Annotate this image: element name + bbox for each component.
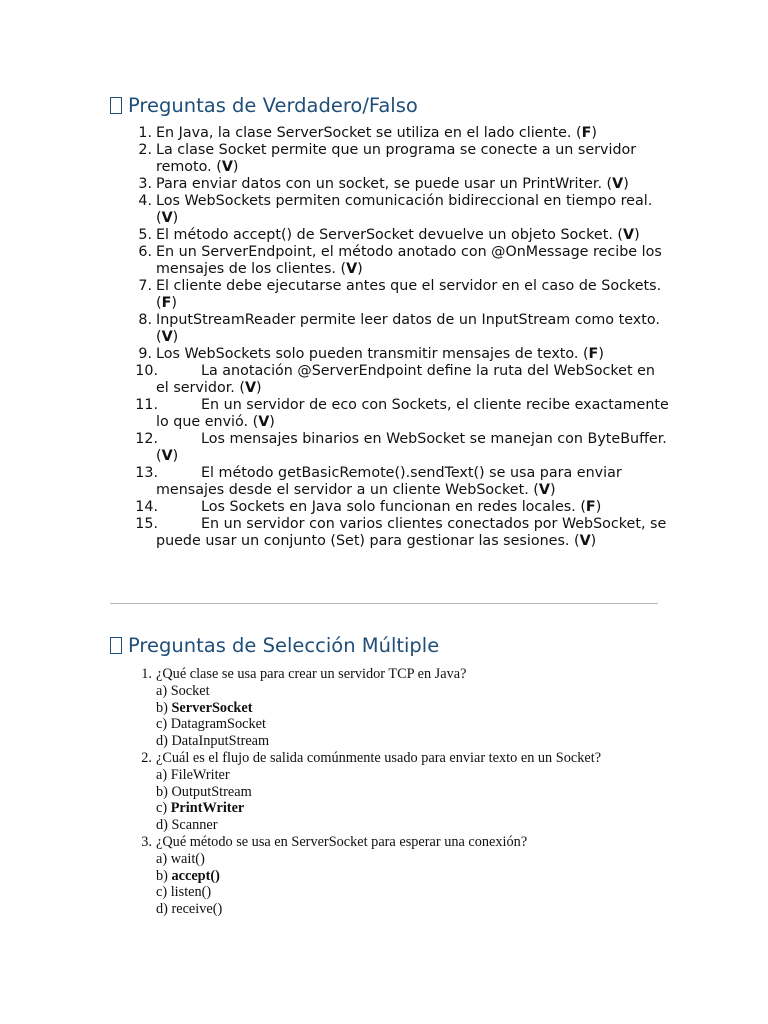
item-text — [156, 312, 670, 346]
checkbox-icon — [110, 97, 122, 114]
option-line — [156, 901, 670, 918]
question-number: 2. — [141, 749, 152, 766]
statement-text: El método getBasicRemote().sendText() se usa para enviar mensajes desde el servidor a un cliente WebSocket. ( — [156, 465, 622, 498]
list-item — [110, 278, 670, 312]
answer-badge: V — [579, 533, 591, 549]
item-number: 10. — [135, 363, 158, 379]
correct-option: accept() — [171, 867, 220, 884]
closing-paren: ) — [549, 482, 556, 498]
option-prefix: d) — [156, 901, 172, 918]
option-line — [156, 733, 670, 750]
statement-text: El método accept() de ServerSocket devuelve un objeto Socket. ( — [156, 227, 623, 243]
closing-paren: ) — [172, 329, 179, 345]
closing-paren: ) — [232, 159, 239, 175]
item-text — [156, 516, 670, 550]
item-number: 2. — [138, 142, 152, 158]
option-line — [156, 767, 670, 784]
option-line — [156, 683, 670, 700]
true-false-list — [110, 125, 670, 550]
item-number: 14. — [135, 499, 158, 515]
list-item — [110, 312, 670, 346]
question-body — [156, 750, 670, 834]
closing-paren: ) — [623, 176, 629, 192]
statement-text: La anotación @ServerEndpoint define la ruta del WebSocket en el servidor. ( — [156, 363, 655, 396]
answer-badge: V — [258, 414, 270, 430]
section-heading-multiple-choice — [110, 634, 439, 657]
statement-text: Para enviar datos con un socket, se puede usar un PrintWriter. ( — [156, 176, 613, 192]
statement-text: En un servidor con varios clientes conectados por WebSocket, se puede usar un conjunto (Set) para gestionar las sesiones. ( — [156, 516, 667, 549]
section-title: Preguntas de Verdadero/Falso — [128, 94, 418, 117]
option-line — [156, 700, 670, 717]
correct-option: PrintWriter — [170, 800, 245, 817]
option-prefix: c) — [156, 884, 171, 901]
item-number: 4. — [138, 193, 152, 209]
closing-paren: ) — [256, 380, 262, 396]
question-item — [110, 834, 670, 918]
list-item — [110, 176, 670, 193]
answer-badge: V — [221, 159, 233, 175]
option-prefix: d) — [156, 733, 172, 750]
list-item — [110, 516, 670, 550]
option-line — [156, 784, 670, 801]
option-prefix: b) — [156, 699, 172, 716]
answer-badge: F — [585, 499, 596, 515]
statement-text: Los Sockets en Java solo funcionan en redes locales. ( — [201, 499, 586, 515]
list-item — [110, 125, 670, 142]
item-number: 6. — [138, 244, 152, 260]
list-item — [110, 397, 670, 431]
item-text — [156, 363, 670, 397]
item-text — [156, 142, 670, 176]
list-item — [110, 346, 670, 363]
option-prefix: c) — [156, 716, 171, 733]
option-line — [156, 716, 670, 733]
closing-paren: ) — [591, 125, 597, 141]
option-text: wait() — [170, 850, 205, 867]
closing-paren: ) — [269, 414, 275, 430]
item-number: 1. — [138, 125, 152, 141]
list-item — [110, 142, 670, 176]
answer-badge: V — [612, 176, 624, 192]
statement-text: Los mensajes binarios en WebSocket se manejan con ByteBuffer. ( — [156, 431, 667, 464]
item-text — [156, 431, 670, 465]
item-text — [156, 193, 670, 227]
statement-text: La clase Socket permite que un programa se conecte a un servidor remoto. ( — [156, 142, 637, 175]
item-text — [156, 397, 670, 431]
item-number: 15. — [135, 516, 158, 532]
item-number: 13. — [135, 465, 158, 481]
list-item — [110, 244, 670, 278]
question-body — [156, 834, 670, 918]
question-item — [110, 750, 670, 834]
closing-paren: ) — [590, 533, 597, 549]
list-item — [110, 465, 670, 499]
list-item — [110, 363, 670, 397]
option-line — [156, 800, 670, 817]
statement-text: InputStreamReader permite leer datos de un InputStream como texto. ( — [156, 312, 660, 345]
question-body — [156, 666, 670, 750]
option-text: OutputStream — [171, 783, 252, 800]
option-text: Scanner — [171, 817, 218, 834]
checkbox-icon — [110, 637, 122, 654]
item-text — [156, 346, 670, 363]
item-text — [156, 176, 670, 193]
statement-text: En un servidor de eco con Sockets, el cliente recibe exactamente lo que envió. ( — [156, 397, 669, 430]
statement-text: En un ServerEndpoint, el método anotado con @OnMessage recibe los mensajes de los clientes. ( — [156, 244, 662, 277]
section-title: Preguntas de Selección Múltiple — [128, 634, 440, 657]
answer-badge: V — [538, 482, 550, 498]
item-number: 11. — [135, 397, 158, 413]
option-prefix: a) — [156, 850, 171, 867]
option-prefix: d) — [156, 817, 172, 834]
closing-paren: ) — [171, 295, 177, 311]
item-number: 5. — [138, 227, 152, 243]
closing-paren: ) — [634, 227, 640, 243]
answer-badge: V — [623, 227, 635, 243]
option-prefix: c) — [156, 800, 171, 817]
option-text: FileWriter — [170, 766, 230, 783]
option-text: listen() — [170, 884, 212, 901]
option-line — [156, 868, 670, 885]
option-prefix: a) — [156, 766, 171, 783]
closing-paren: ) — [598, 346, 604, 362]
option-prefix: a) — [156, 682, 171, 699]
option-prefix: b) — [156, 783, 172, 800]
answer-badge: V — [161, 210, 173, 226]
closing-paren: ) — [172, 210, 179, 226]
option-line — [156, 817, 670, 834]
statement-text: En Java, la clase ServerSocket se utiliza en el lado cliente. ( — [156, 125, 582, 141]
item-number: 12. — [135, 431, 158, 447]
list-item — [110, 499, 670, 516]
list-item — [110, 431, 670, 465]
statement-text: El cliente debe ejecutarse antes que el servidor en el caso de Sockets. ( — [156, 278, 662, 311]
answer-badge: V — [346, 261, 358, 277]
option-text: DataInputStream — [171, 733, 270, 750]
item-text — [156, 244, 670, 278]
item-text — [156, 278, 670, 312]
item-number: 7. — [138, 278, 152, 294]
closing-paren: ) — [172, 448, 179, 464]
option-line — [156, 851, 670, 868]
closing-paren: ) — [595, 499, 602, 515]
question-number: 3. — [141, 833, 152, 850]
question-number: 1. — [141, 666, 152, 682]
answer-badge: V — [244, 380, 257, 396]
option-text: receive() — [171, 901, 223, 918]
question-item — [110, 666, 670, 750]
section-divider — [110, 603, 658, 604]
item-text — [156, 125, 670, 142]
item-text — [156, 227, 670, 244]
question-text: ¿Qué método se usa en ServerSocket para esperar una conexión? — [156, 833, 528, 850]
option-text: Socket — [170, 682, 210, 699]
answer-badge: V — [161, 329, 173, 345]
answer-badge: F — [588, 346, 599, 362]
list-item — [110, 227, 670, 244]
option-text: DatagramSocket — [170, 716, 266, 733]
answer-badge: F — [161, 295, 172, 311]
correct-option: ServerSocket — [171, 699, 253, 716]
answer-badge: F — [581, 125, 592, 141]
item-number: 9. — [138, 346, 152, 362]
item-number: 3. — [138, 176, 152, 192]
option-line — [156, 884, 670, 901]
question-text: ¿Cuál es el flujo de salida comúnmente usado para enviar texto en un Socket? — [156, 749, 602, 766]
statement-text: Los WebSockets solo pueden transmitir mensajes de texto. ( — [156, 346, 589, 362]
option-prefix: b) — [156, 867, 172, 884]
item-text — [156, 499, 670, 516]
section-heading-true-false — [110, 94, 418, 117]
question-text: ¿Qué clase se usa para crear un servidor TCP en Java? — [156, 666, 467, 682]
item-text — [156, 465, 670, 499]
multiple-choice-list — [110, 666, 670, 918]
closing-paren: ) — [357, 261, 363, 277]
item-number: 8. — [138, 312, 152, 328]
list-item — [110, 193, 670, 227]
answer-badge: V — [161, 448, 173, 464]
statement-text: Los WebSockets permiten comunicación bidireccional en tiempo real. ( — [156, 193, 653, 226]
